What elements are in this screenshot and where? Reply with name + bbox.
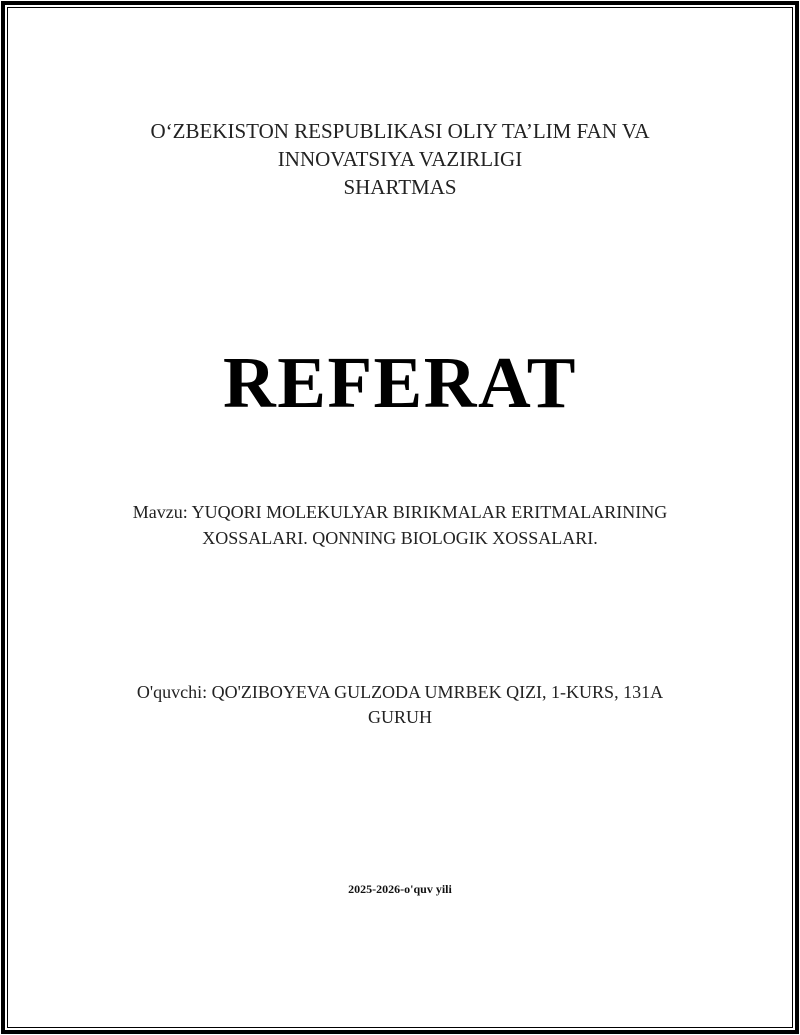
- topic-line-1: Mavzu: YUQORI MOLEKULYAR BIRIKMALAR ERITMALARINING: [132, 502, 668, 522]
- academic-year: 2025-2026-o'quv yili: [348, 882, 452, 896]
- document-title: REFERAT: [223, 342, 577, 423]
- ministry-header-line-2: INNOVATSIYA VAZIRLIGI: [277, 147, 523, 171]
- student-section: [40, 680, 760, 730]
- topic-line-2: XOSSALARI. QONNING BIOLOGIK XOSSALARI.: [202, 528, 598, 548]
- ministry-header-line-3: SHARTMAS: [343, 175, 457, 199]
- ministry-header-line-1: O‘ZBEKISTON RESPUBLIKASI OLIY TA’LIM FAN VA: [150, 119, 650, 143]
- student-line-2: GURUH: [367, 707, 432, 727]
- topic-section: [40, 499, 760, 551]
- student-line-1: O'quvchi: QO'ZIBOYEVA GULZODA UMRBEK QIZI, 1-KURS, 131A: [136, 682, 664, 702]
- ministry-header: [40, 117, 760, 201]
